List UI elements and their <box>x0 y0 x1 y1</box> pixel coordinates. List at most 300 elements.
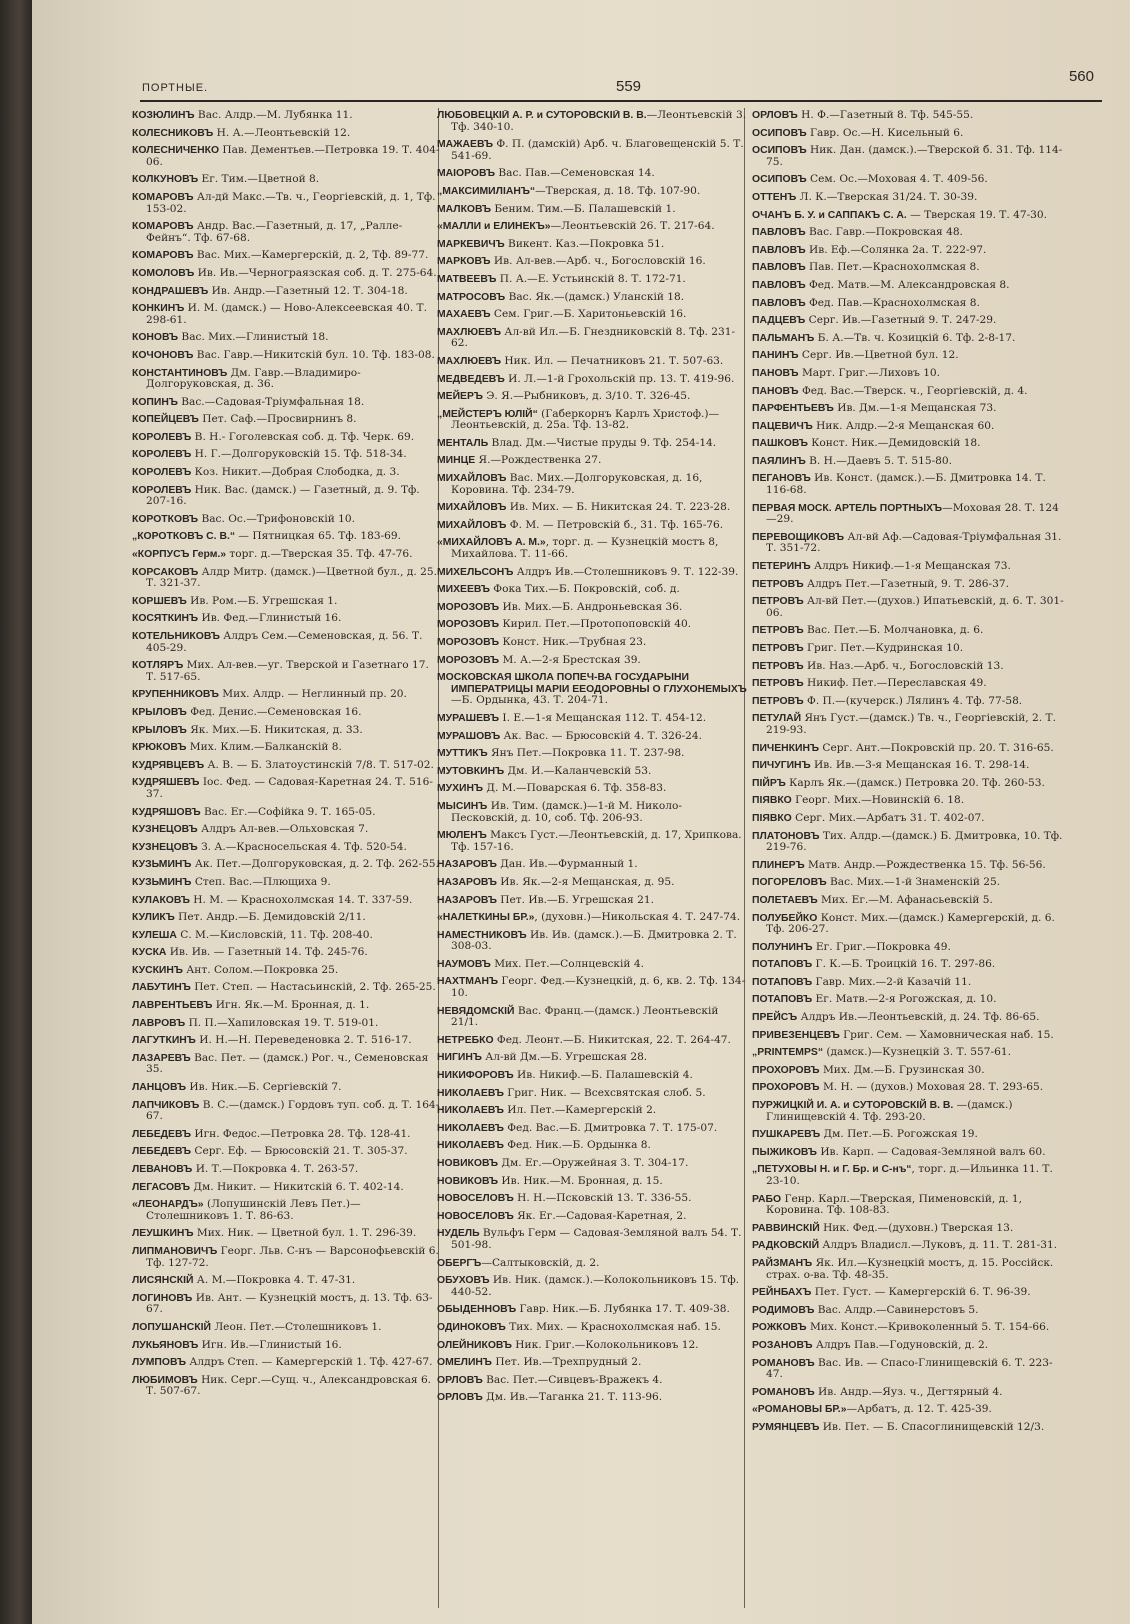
entry-name: РАЙЗМАНЪ <box>752 1257 813 1269</box>
entry-name: МИХАЙЛОВЪ <box>437 519 507 531</box>
entry-name: МОРОЗОВЪ <box>437 619 500 631</box>
entry-name: МУРАШОВЪ <box>437 730 501 742</box>
entry-details: Вульфъ Герм — Садовая-Земляной валъ 54. Т. 501-98. <box>451 1227 742 1251</box>
directory-entry <box>132 110 442 122</box>
entry-details: И. Н.—Н. Переведеновка 2. Т. 516-17. <box>195 1034 412 1047</box>
directory-entry <box>752 813 1068 825</box>
directory-entry <box>437 256 747 268</box>
directory-entry <box>437 748 747 760</box>
directory-entry <box>437 801 747 824</box>
directory-entry <box>437 1392 747 1404</box>
page-header <box>142 68 1102 100</box>
directory-entry <box>437 1035 747 1047</box>
entry-details: Конст. Мих.—(дамск.) Камергерскій, д. 6. Тф. 206-27. <box>766 911 1055 936</box>
directory-entry <box>437 783 747 795</box>
entry-details: Ив. Дм.—1-я Мещанская 73. <box>833 402 997 415</box>
entry-details: Алдръ Никиф.—1-я Мещанская 73. <box>810 560 1011 573</box>
entry-details: Ив. Ив.—3-я Мещанская 16. Т. 298-14. <box>810 759 1030 772</box>
entry-details: Гавр. Ник.—Б. Лубянка 17. Т. 409-38. <box>516 1303 730 1316</box>
entry-name: ПРОХОРОВЪ <box>752 1064 820 1076</box>
entry-details: Алдръ Пет.—Газетный, 9. Т. 286-37. <box>803 577 1009 590</box>
directory-entry <box>752 110 1068 122</box>
directory-entry <box>132 930 442 942</box>
entry-name: ЛАВРОВЪ <box>132 1017 186 1029</box>
directory-entry <box>437 655 747 667</box>
directory-entry <box>752 473 1068 496</box>
entry-name: ОБЕРГЪ <box>437 1257 482 1269</box>
directory-entry <box>132 268 442 280</box>
entry-name: МИХАЙЛОВЪ <box>437 502 507 514</box>
entry-name: КУДРЯШЕВЪ <box>132 777 200 789</box>
entry-name: ПЕРВАЯ МОСК. АРТЕЛЬ ПОРТНЫХЪ <box>752 502 943 514</box>
entry-details: Ив. Ив.—Чернограязская соб. д. Т. 275-64. <box>194 266 437 279</box>
entry-details: Янъ Густ.—(дамск.) Тв. ч., Георгіевскій, 2. Т. 219-93. <box>766 712 1056 736</box>
directory-entry <box>437 602 747 614</box>
entry-details: Дм. Гавр.—Владимиро-Долгоруковская, д. 36. <box>146 366 361 391</box>
directory-entry <box>752 386 1068 398</box>
entry-name: ПЕТРОВЪ <box>752 695 804 707</box>
directory-entry <box>437 1193 747 1205</box>
directory-column-3 <box>752 110 1068 1610</box>
entry-details: Алдръ Сем.—Семеновская, д. 56. Т. 405-29. <box>146 630 423 654</box>
entry-details: Вас.—Садовая-Тріумфальная 18. <box>177 395 365 408</box>
book-spine <box>0 0 32 1624</box>
directory-entry <box>132 1164 442 1176</box>
entry-details: Влад. Дм.—Чистые пруды 9. Тф. 254-14. <box>488 436 717 449</box>
entry-details: Ив. Ал-вев.—Арб. ч., Богословскій 16. <box>490 255 706 268</box>
entry-details: Н. Г.—Долгоруковскій 15. Тф. 518-34. <box>191 448 407 461</box>
directory-entry <box>132 286 442 298</box>
section-title: ПОРТНЫЕ. <box>142 82 209 94</box>
directory-entry <box>437 221 747 233</box>
entry-details: Вас. Мих.—Глинистый 18. <box>178 331 329 344</box>
directory-entry <box>132 174 442 186</box>
directory-entry <box>437 1357 747 1369</box>
directory-entry <box>752 696 1068 708</box>
entry-name: МУТОВКИНЪ <box>437 765 505 777</box>
entry-name: КОРОЛЕВЪ <box>132 484 192 496</box>
directory-entry <box>752 245 1068 257</box>
entry-details: Ег. Григ.—Покровка 49. <box>812 940 951 953</box>
entry-name: МЕНТАЛЬ <box>437 437 489 449</box>
entry-details: Мих. Клим.—Балканскій 8. <box>186 741 342 754</box>
directory-entry <box>132 432 442 444</box>
entry-details: И. Л.—1-й Грохольскій пр. 13. Т. 419-96. <box>504 372 735 385</box>
entry-details: Серг. Ив.—Газетный 9. Т. 247-29. <box>805 314 997 327</box>
entry-details: Игн. Як.—М. Бронная, д. 1. <box>212 999 370 1012</box>
entry-details: Фед. Матв.—М. Александровская 8. <box>805 278 1010 291</box>
directory-entry <box>752 1047 1068 1059</box>
entry-name: КОСЯТКИНЪ <box>132 613 199 625</box>
entry-name: ПЕТРОВЪ <box>752 660 804 672</box>
entry-name: КОРОТКОВЪ <box>132 513 199 525</box>
entry-name: МУРАШЕВЪ <box>437 712 500 724</box>
entry-name: КОМАРОВЪ <box>132 221 194 233</box>
entry-name: ПОТАПОВЪ <box>752 994 813 1006</box>
entry-name: ОДИНОКОВЪ <box>437 1321 506 1333</box>
directory-entry <box>437 976 747 999</box>
entry-details: Ал-вй Пет.—(духов.) Ипатьевскій, д. 6. Т. 301-06. <box>766 595 1064 619</box>
directory-entry <box>132 777 442 800</box>
directory-entry <box>132 1357 442 1369</box>
entry-details: Н. Ф.—Газетный 8. Тф. 545-55. <box>797 110 974 121</box>
entry-name: ПЕГАНОВЪ <box>752 473 811 485</box>
entry-name: ПЛАТОНОВЪ <box>752 830 820 842</box>
entry-name: КОРОЛЕВЪ <box>132 467 192 479</box>
directory-entry <box>752 438 1068 450</box>
entry-name: ЛАЗАРЕВЪ <box>132 1052 191 1064</box>
directory-entry <box>437 502 747 514</box>
directory-entry <box>752 262 1068 274</box>
entry-details: Григ. Ник. — Всехсвятская слоб. 5. <box>503 1086 706 1099</box>
directory-entry <box>437 1340 747 1352</box>
directory-entry <box>132 631 442 654</box>
entry-details: Ив. Фед.—Глинистый 16. <box>198 612 342 625</box>
entry-name: МАТВЕЕВЪ <box>437 273 497 285</box>
directory-entry <box>132 221 442 244</box>
entry-name: КОЗЮЛИНЪ <box>132 110 195 121</box>
directory-entry <box>752 1258 1068 1281</box>
entry-name: НИКИФОРОВЪ <box>437 1070 514 1082</box>
entry-details: Георг. Фед.—Кузнецкій, д. 6, кв. 2. Тф. 134-10. <box>451 975 746 1000</box>
entry-name: НИКОЛАЕВЪ <box>437 1105 504 1117</box>
entry-name: МАХЛЮЕВЪ <box>437 355 502 367</box>
entry-details: Мих. Ег.—М. Афанасьевскій 5. <box>817 893 993 906</box>
entry-details: В. Н.- Гоголевская соб. д. Тф. Черк. 69. <box>191 430 415 443</box>
directory-entry <box>437 637 747 649</box>
directory-entry <box>437 1275 747 1298</box>
entry-name: КУСКИНЪ <box>132 964 183 976</box>
entry-name: РУМЯНЦЕВЪ <box>752 1421 820 1433</box>
directory-entry <box>437 731 747 743</box>
entry-details: Ив. Андр.—Яуз. ч., Дегтярный 4. <box>814 1385 1003 1398</box>
entry-name: КОНДРАШЕВЪ <box>132 285 209 297</box>
entry-name: ПАВЛОВЪ <box>752 244 806 256</box>
directory-entry <box>132 397 442 409</box>
entry-details: Дм. Ив.—Таганка 21. Т. 113-96. <box>482 1391 663 1404</box>
entry-name: ЛУКЬЯНОВЪ <box>132 1339 199 1351</box>
entry-details: Ник. Алдр.—2-я Мещанская 60. <box>812 419 995 432</box>
entry-name: НАМЕСТНИКОВЪ <box>437 929 527 941</box>
entry-name: НАЗАРОВЪ <box>437 894 497 906</box>
directory-entry <box>752 1305 1068 1317</box>
entry-details: Ил. Пет.—Камергерскій 2. <box>503 1104 657 1117</box>
directory-entry <box>437 1211 747 1223</box>
directory-entry <box>437 1123 747 1135</box>
entry-name: КУЗЬМИНЪ <box>132 859 192 871</box>
entry-details: Ив. Мих.—Б. Андроньевская 36. <box>499 600 683 613</box>
directory-entry <box>437 584 747 596</box>
entry-details: Серг. Ив.—Цветной бул. 12. <box>798 349 959 362</box>
header-rule <box>140 100 1102 102</box>
directory-entry <box>752 661 1068 673</box>
entry-name: МЕЙЕРЪ <box>437 391 483 403</box>
directory-entry <box>437 520 747 532</box>
directory-entry <box>132 1082 442 1094</box>
entry-name: КОРШЕВЪ <box>132 595 187 607</box>
entry-name: ПАНОВЪ <box>752 367 799 379</box>
entry-name: ЛАБУТИНЪ <box>132 982 191 994</box>
directory-entry <box>132 1146 442 1158</box>
entry-details: П. П.—Хапиловская 19. Т. 519-01. <box>185 1016 379 1029</box>
directory-entry <box>132 467 442 479</box>
directory-entry <box>752 456 1068 468</box>
entry-name: ЛЮБОВЕЦКІЙ А. Р. и СУТОРОВСКІЙ В. В. <box>437 110 647 121</box>
directory-entry <box>752 678 1068 690</box>
directory-entry <box>752 643 1068 655</box>
entry-details: Вас. Франц.—(дамск.) Леонтьевскій 21/1. <box>451 1004 719 1029</box>
entry-details: — Тверская 19. Т. 47-30. <box>906 208 1048 221</box>
entry-name: КРЫЛОВЪ <box>132 706 187 718</box>
entry-details: Серг. Еф. — Брюсовскій 21. Т. 305-37. <box>190 1145 408 1158</box>
entry-name: ПАВЛОВЪ <box>752 262 806 274</box>
entry-name: РАВВИНСКІЙ <box>752 1222 820 1234</box>
directory-entry <box>437 895 747 907</box>
entry-name: ЛИПМАНОВИЧЪ <box>132 1245 218 1257</box>
directory-entry <box>132 128 442 140</box>
entry-name: МЕДВЕДЕВЪ <box>437 373 505 385</box>
directory-entry <box>752 778 1068 790</box>
directory-entry <box>132 1018 442 1030</box>
directory-entry <box>752 1012 1068 1024</box>
directory-entry <box>752 145 1068 168</box>
entry-name: МОРОЗОВЪ <box>437 637 500 648</box>
entry-name: ЛОГИНОВЪ <box>132 1292 193 1304</box>
entry-name: КОНКИНЪ <box>132 303 185 315</box>
entry-details: Вас. Ив. — Спасо-Глинищевскій 6. Т. 223-47. <box>766 1356 1053 1381</box>
directory-entry <box>132 1035 442 1047</box>
entry-name: ПАВЛОВЪ <box>752 279 806 291</box>
directory-entry <box>752 1322 1068 1334</box>
entry-name: КУСКА <box>132 947 167 959</box>
directory-entry <box>752 1422 1068 1434</box>
directory-entry <box>752 959 1068 971</box>
directory-entry <box>437 1105 747 1117</box>
entry-details: Никиф. Пет.—Переславская 49. <box>803 677 987 690</box>
directory-entry <box>752 227 1068 239</box>
entry-details: Пет. Густ. — Камергерскій 6. Т. 96-39. <box>811 1286 1031 1299</box>
directory-entry <box>437 1070 747 1082</box>
directory-entry <box>752 403 1068 415</box>
directory-entry <box>752 713 1068 736</box>
entry-name: «НАЛЕТКИНЫ БР.» <box>437 912 535 924</box>
entry-details: А. В. — Б. Златоустинскій 7/8. Т. 517-02. <box>204 758 434 771</box>
entry-details: Ив. Ив. (дамск.).—Б. Дмитровка 2. Т. 308-03. <box>451 928 737 953</box>
entry-name: МАРКОВЪ <box>437 256 491 268</box>
entry-name: КУЗНЕЦОВЪ <box>132 824 198 836</box>
entry-name: НИГИНЪ <box>437 1052 482 1064</box>
directory-entry <box>132 250 442 262</box>
entry-details: Март. Григ.—Лиховъ 10. <box>798 366 941 379</box>
directory-entry <box>437 713 747 725</box>
directory-entry <box>132 1100 442 1123</box>
directory-entry <box>132 1322 442 1334</box>
entry-name: ЛОПУШАНСКІЙ <box>132 1321 211 1333</box>
entry-details: Конст. Ник.—Трубная 23. <box>499 636 647 648</box>
entry-name: РОДИМОВЪ <box>752 1304 815 1316</box>
entry-details: Тих. Алдр.—(дамск.) Б. Дмитровка, 10. Тф. 219-76. <box>766 829 1063 854</box>
entry-details: Ег. Тим.—Цветной 8. <box>198 173 320 186</box>
entry-name: НЕВЯДОМСКІЙ <box>437 1005 515 1017</box>
directory-entry <box>132 660 442 683</box>
entry-name: ПІЯВКО <box>752 812 792 824</box>
entry-details: Як. Ил.—Кузнецкій мостъ, д. 15. Россійск. страх. о-ва. Тф. 48-35. <box>766 1256 1054 1281</box>
directory-entry <box>437 1088 747 1100</box>
entry-details: Д. М.—Поварская 6. Тф. 358-83. <box>483 782 667 795</box>
entry-details: Ив. Никиф.—Б. Палашевскій 4. <box>513 1069 693 1082</box>
directory-entry <box>132 145 442 168</box>
entry-details: Ф. П. (дамскій) Арб. ч. Благовещенскій 5. Т. 541-69. <box>451 138 744 162</box>
entry-details: Пет. Ив.—Б. Угрешская 21. <box>496 893 654 906</box>
entry-name: ПЛИНЕРЪ <box>752 859 805 871</box>
entry-name: ОСИПОВЪ <box>752 174 807 186</box>
entry-name: НАХТМАНЪ <box>437 976 498 988</box>
entry-name: НОВИКОВЪ <box>437 1158 499 1169</box>
directory-entry <box>437 766 747 778</box>
directory-entry <box>437 1176 747 1188</box>
entry-details: (Лопушинскій Левъ Пет.)—Столешниковъ 1. Т. 86-63. <box>146 1198 361 1222</box>
entry-name: ПЕТРОВЪ <box>752 625 804 637</box>
entry-name: ПРИВЕЗЕНЦЕВЪ <box>752 1029 840 1041</box>
entry-details: Пет. Андр.—Б. Демидовскій 2/11. <box>174 911 366 924</box>
entry-name: ЛАВРЕНТЬЕВЪ <box>132 1000 213 1012</box>
directory-entry <box>437 959 747 971</box>
entry-name: ОБЫДЕННОВЪ <box>437 1304 517 1316</box>
directory-entry <box>437 327 747 350</box>
directory-entry <box>752 333 1068 345</box>
entry-name: ОРЛОВЪ <box>752 110 798 121</box>
entry-name: ПАЛЬМАНЪ <box>752 332 815 344</box>
entry-details: Ив. Ник. (дамск.).—Колокольниковъ 15. Тф. 440-52. <box>451 1274 740 1298</box>
directory-entry <box>132 1275 442 1287</box>
entry-details: Вас. Пет.—Б. Молчановка, д. 6. <box>803 624 984 637</box>
directory-entry <box>132 1228 442 1240</box>
entry-details: Ф. П.—(кучерск.) Лялинъ 4. Тф. 77-58. <box>803 694 1023 707</box>
directory-entry <box>437 537 747 560</box>
entry-name: «МИХАЙЛОВЪ А. М.» <box>437 537 546 549</box>
entry-name: КОРОЛЕВЪ <box>132 431 192 443</box>
entry-name: КОТЕЛЬНИКОВЪ <box>132 631 220 642</box>
entry-details: В. Н.—Даевъ 5. Т. 515-80. <box>805 454 953 467</box>
entry-name: ЛЕУШКИНЪ <box>132 1228 194 1240</box>
entry-name: ПЕТРОВЪ <box>752 643 804 654</box>
entry-details: Дан. Ив.—Фурманный 1. <box>496 858 638 871</box>
entry-details: Игн. Ив.—Глинистый 16. <box>198 1338 342 1351</box>
entry-details: —Леонтьевскій 3. Тф. 340-10. <box>451 110 747 133</box>
entry-name: ПИЧУГИНЪ <box>752 760 811 772</box>
directory-entry <box>437 567 747 579</box>
entry-details: Як. Мих.—Б. Никитская, д. 33. <box>186 723 363 736</box>
directory-entry <box>437 139 747 162</box>
entry-name: НЕТРЕБКО <box>437 1034 494 1046</box>
directory-entry <box>132 965 442 977</box>
directory-entry <box>132 1246 442 1269</box>
entry-details: Ив. Мих. — Б. Никитская 24. Т. 223-28. <box>506 501 731 514</box>
entry-details: —Моховая 28. Т. 124—29. <box>766 501 1059 526</box>
entry-name: ЛЕБЕДЕВЪ <box>132 1146 191 1158</box>
directory-entry <box>437 1304 747 1316</box>
entry-name: РЕЙНБАХЪ <box>752 1287 812 1299</box>
directory-entry <box>437 1375 747 1387</box>
entry-name: МОСКОВСКАЯ ШКОЛА ПОПЕЧ-ВА ГОСУДАРЫНИ ИМПЕРАТРИЦЫ МАРІИ ЕЕОДОРОВНЫ О ГЛУХОНЕМЫХЪ <box>437 672 747 695</box>
entry-name: КОЛКУНОВЪ <box>132 174 199 186</box>
directory-entry <box>132 760 442 772</box>
directory-entry <box>132 192 442 215</box>
entry-name: КРУПЕННИКОВЪ <box>132 689 219 701</box>
directory-column-2 <box>437 110 747 1610</box>
entry-details: Ив. Андр.—Газетный 12. Т. 304-18. <box>208 284 408 297</box>
entry-details: —Арбатъ, д. 12. Т. 425-39. <box>846 1403 992 1416</box>
entry-details: Георг. Мих.—Новинскій 6. 18. <box>791 794 965 807</box>
directory-entry <box>437 110 747 133</box>
entry-details: Л. К.—Тверская 31/24. Т. 30-39. <box>796 190 978 203</box>
entry-details: Вас. Гавр.—Покровская 48. <box>805 226 963 239</box>
entry-details: Мих. Ник. — Цветной бул. 1. Т. 296-39. <box>193 1227 417 1240</box>
entry-name: РАДКОВСКІЙ <box>752 1240 820 1252</box>
entry-name: ПАНОВЪ <box>752 385 799 397</box>
directory-entry <box>752 913 1068 936</box>
entry-name: ПУРЖИЦКІЙ И. А. и СУТОРОВСКІЙ В. В. <box>752 1100 954 1112</box>
directory-entry <box>752 895 1068 907</box>
entry-name: ПИЧЕНКИНЪ <box>752 742 820 754</box>
entry-name: МЫСИНЪ <box>437 800 488 812</box>
entry-details: Ег. Матв.—2-я Рогожская, д. 10. <box>812 993 997 1006</box>
entry-name: РОМАНОВЪ <box>752 1357 815 1369</box>
entry-name: ПАВЛОВЪ <box>752 227 806 239</box>
entry-name: ПОТАПОВЪ <box>752 959 813 971</box>
entry-name: ПРЕЙСЪ <box>752 1012 798 1024</box>
entry-details: Степ. Вас.—Плющиха 9. <box>191 875 331 888</box>
entry-name: «МАЛЛИ и ЕЛИНЕКЪ» <box>437 221 551 233</box>
directory-entry <box>132 485 442 508</box>
directory-entry <box>752 368 1068 380</box>
entry-name: „МЕЙСТЕРЪ ЮЛІЙ“ <box>437 408 538 420</box>
entry-name: КОНСТАНТИНОВЪ <box>132 367 228 379</box>
directory-entry <box>752 860 1068 872</box>
entry-details: —Салтыковскій, д. 2. <box>481 1256 600 1269</box>
entry-name: ПАНИНЪ <box>752 350 799 362</box>
entry-details: Пет. Степ. — Настасьинскій, 2. Тф. 265-25. <box>190 981 436 994</box>
entry-details: Ник. Григ.—Колокольниковъ 12. <box>511 1338 699 1351</box>
entry-details: Гавр. Ос.—Н. Кисельный 6. <box>806 126 964 139</box>
directory-entry <box>132 514 442 526</box>
entry-details: Ник. Ил. — Печатниковъ 21. Т. 507-63. <box>501 354 724 367</box>
directory-entry <box>132 1053 442 1076</box>
directory-entry <box>752 1404 1068 1416</box>
directory-entry <box>437 168 747 180</box>
entry-details: Мих. Дм.—Б. Грузинская 30. <box>819 1063 985 1076</box>
directory-entry <box>132 689 442 701</box>
entry-name: РАБО <box>752 1193 782 1205</box>
directory-entry <box>752 421 1068 433</box>
entry-name: КОЧОНОВЪ <box>132 349 194 361</box>
entry-details: —Тверская, д. 18. Тф. 107-90. <box>535 184 701 197</box>
directory-entry <box>752 1240 1068 1252</box>
directory-entry <box>132 332 442 344</box>
entry-name: ОМЕЛИНЪ <box>437 1357 492 1369</box>
entry-name: КУДРЯВЦЕВЪ <box>132 759 205 771</box>
entry-name: ПЕРЕВОЩИКОВЪ <box>752 531 845 543</box>
entry-details: Фед. Пав.—Краснохолмская 8. <box>805 296 980 309</box>
entry-details: Фока Тих.—Б. Покровскій, соб. д. <box>489 583 680 596</box>
directory-entry <box>752 743 1068 755</box>
entry-name: НИКОЛАЕВЪ <box>437 1122 504 1134</box>
entry-name: РОМАНОВЪ <box>752 1386 815 1398</box>
entry-name: КРЮКОВЪ <box>132 742 187 754</box>
directory-entry <box>132 414 442 426</box>
entry-details: П. А.—Е. Устьинскій 8. Т. 172-71. <box>496 272 686 285</box>
entry-details: , (духовн.)—Никольская 4. Т. 247-74. <box>534 911 741 924</box>
